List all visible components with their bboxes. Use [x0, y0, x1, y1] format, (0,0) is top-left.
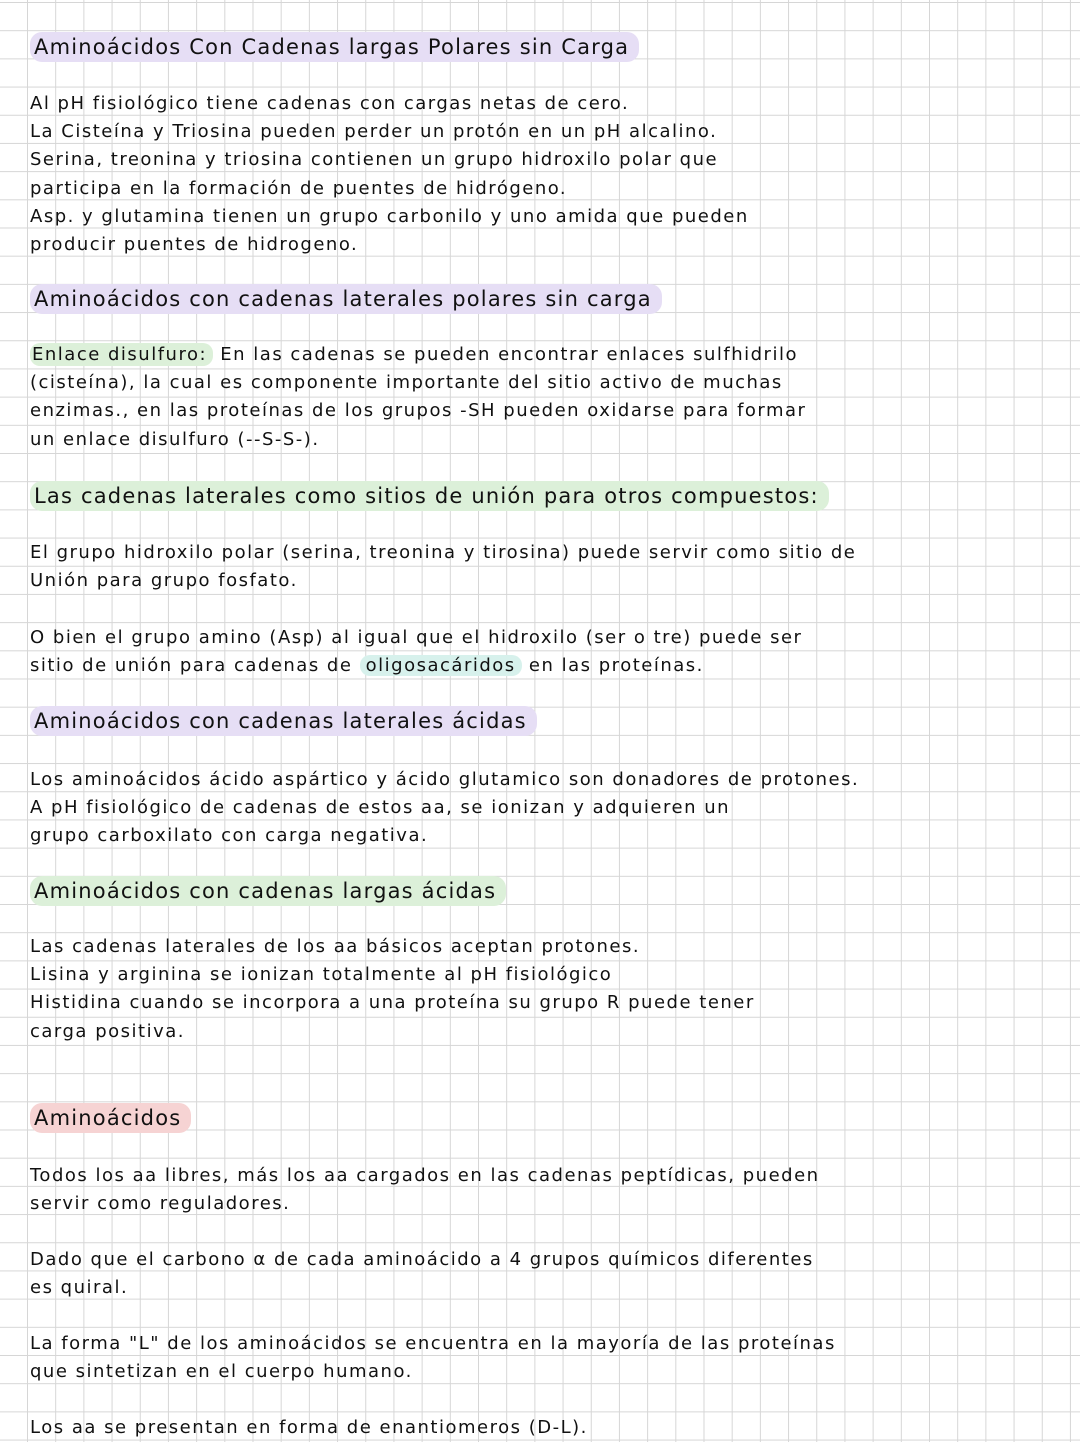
text-line: un enlace disulfuro (--S-S-).: [30, 428, 320, 450]
section-5-body: [30, 933, 1050, 1046]
section-3-paragraph-1: [30, 539, 1050, 595]
text-line: Unión para grupo fosfato.: [30, 570, 298, 592]
oligosaccharides-highlight: oligosacáridos: [360, 655, 522, 676]
section-6-paragraph-3: [30, 1330, 1050, 1386]
text-line: Asp. y glutamina tienen un grupo carbonilo y uno amida que pueden: [30, 205, 749, 227]
text-line: Serina, treonina y triosina contienen un grupo hidroxilo polar que: [30, 149, 719, 171]
text-line: carga positiva.: [30, 1020, 185, 1042]
section-4-body: [30, 766, 1050, 851]
text-line: Los aminoácidos ácido aspártico y ácido glutamico son donadores de protones.: [30, 769, 860, 790]
section-heading: Aminoácidos: [30, 1103, 191, 1133]
text-segment: sitio de unión para cadenas de: [30, 655, 353, 677]
section-6-paragraph-4: [30, 1414, 1050, 1442]
text-line: enzimas., en las proteínas de los grupos -SH pueden oxidarse para formar: [30, 400, 807, 422]
text-line: O bien el grupo amino (Asp) al igual que el hidroxilo (ser o tre) puede ser: [30, 627, 803, 648]
text-line: Histidina cuando se incorpora a una proteína su grupo R puede tener: [30, 992, 755, 1014]
section-3-paragraph-2: [30, 624, 1050, 680]
text-line: (cisteína), la cual es componente importante del sitio activo de muchas: [30, 372, 783, 394]
text-line: A pH fisiológico de cadenas de estos aa, se ionizan y adquieren un: [30, 797, 731, 819]
text-line: producir puentes de hidrogeno.: [30, 234, 359, 256]
section-heading: Aminoácidos Con Cadenas largas Polares sin Carga: [30, 32, 639, 62]
text-line: servir como reguladores.: [30, 1193, 291, 1215]
section-1-body: [30, 90, 1050, 259]
text-line: La Cisteína y Triosina pueden perder un protón en un pH alcalino.: [30, 121, 718, 143]
section-acidic-lateral: [30, 706, 1050, 736]
section-heading: Aminoácidos con cadenas laterales ácidas: [30, 706, 537, 736]
text-line: [30, 341, 1050, 369]
text-line: Los aa se presentan en forma de enantiomeros (D-L).: [30, 1417, 588, 1438]
text-line: que sintetizan en el cuerpo humano.: [30, 1361, 413, 1383]
section-2-body: [30, 341, 1050, 454]
text-line: Las cadenas laterales de los aa básicos aceptan protones.: [30, 936, 641, 957]
section-polar-uncharged-lateral: [30, 284, 1050, 314]
text-line: participa en la formación de puentes de hidrógeno.: [30, 177, 568, 199]
section-heading: Aminoácidos con cadenas laterales polares sin carga: [30, 284, 662, 314]
section-heading: Las cadenas laterales como sitios de unión para otros compuestos:: [30, 481, 829, 511]
section-polar-uncharged-long: [30, 32, 1050, 62]
section-heading: Aminoácidos con cadenas largas ácidas: [30, 876, 506, 906]
text-line: Dado que el carbono α de cada aminoácido a 4 grupos químicos diferentes: [30, 1249, 814, 1270]
section-amino-acids: [30, 1103, 1050, 1133]
text-segment: en las proteínas.: [528, 655, 704, 677]
text-line: es quiral.: [30, 1277, 129, 1299]
text-line: [30, 652, 1050, 680]
text-segment: En las cadenas se pueden encontrar enlaces sulfhidrilo: [220, 344, 798, 365]
text-line: La forma "L" de los aminoácidos se encuentra en la mayoría de las proteínas: [30, 1333, 836, 1354]
section-acidic-long: [30, 876, 1050, 906]
text-line: Lisina y arginina se ionizan totalmente al pH fisiológico: [30, 964, 613, 986]
section-6-paragraph-1: [30, 1162, 1050, 1218]
section-binding-sites: [30, 481, 1050, 511]
text-line: grupo carboxilato con carga negativa.: [30, 825, 429, 847]
text-line: El grupo hidroxilo polar (serina, treonina y tirosina) puede servir como sitio de: [30, 542, 857, 563]
section-6-paragraph-2: [30, 1246, 1050, 1302]
text-line: Al pH fisiológico tiene cadenas con cargas netas de cero.: [30, 93, 630, 114]
text-line: Todos los aa libres, más los aa cargados en las cadenas peptídicas, pueden: [30, 1165, 820, 1186]
disulfide-label: Enlace disulfuro:: [30, 343, 213, 366]
